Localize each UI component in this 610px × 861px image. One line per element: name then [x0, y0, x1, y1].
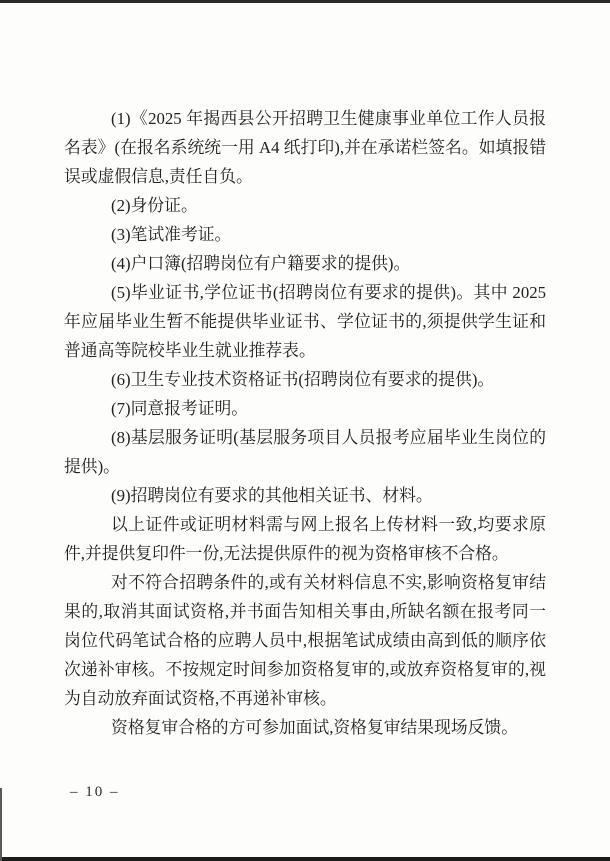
list-item-4: (4)户口簿(招聘岗位有户籍要求的提供)。 — [111, 254, 411, 273]
list-item-2: (2)身份证。 — [111, 196, 198, 215]
document-body — [64, 104, 546, 742]
list-item-9: (9)招聘岗位有要求的其他相关证书、材料。 — [111, 486, 433, 505]
list-item-8: (8)基层服务证明(基层服务项目人员报考应届毕业生岗位的提供)。 — [64, 428, 546, 476]
list-item-5: (5)毕业证书,学位证书(招聘岗位有要求的提供)。其中 2025 年应届毕业生暂不能提供毕业证书、学位证书的,须提供学生证和普通高等院校毕业生就业推荐表。 — [64, 283, 546, 360]
paragraph-disqualification-note: 对不符合招聘条件的,或有关材料信息不实,影响资格复审结果的,取消其面试资格,并书面告知相关事由,所缺名额在报考同一岗位代码笔试合格的应聘人员中,根据笔试成绩由高到低的顺序依次递补审核。不按规定时间参加资格复审的,或放弃资格复审的,视为自动放弃面试资格,不再递补审核。 — [64, 573, 546, 708]
scan-edge-top — [0, 0, 610, 3]
page-number: – 10 – — [70, 784, 120, 800]
paragraph-materials-note: 以上证件或证明材料需与网上报名上传材料一致,均要求原件,并提供复印件一份,无法提供原件的视为资格审核不合格。 — [64, 515, 546, 563]
list-item-3: (3)笔试准考证。 — [111, 225, 232, 244]
scan-edge-bottom — [0, 857, 610, 861]
scan-edge-left — [0, 788, 2, 861]
paragraph-final-note: 资格复审合格的方可参加面试,资格复审结果现场反馈。 — [111, 718, 518, 737]
list-item-7: (7)同意报考证明。 — [111, 399, 249, 418]
list-item-1: (1)《2025 年揭西县公开招聘卫生健康事业单位工作人员报名表》(在报名系统统一用 A4 纸打印),并在承诺栏签名。如填报错误或虚假信息,责任自负。 — [64, 109, 546, 186]
list-item-6: (6)卫生专业技术资格证书(招聘岗位有要求的提供)。 — [111, 370, 495, 389]
